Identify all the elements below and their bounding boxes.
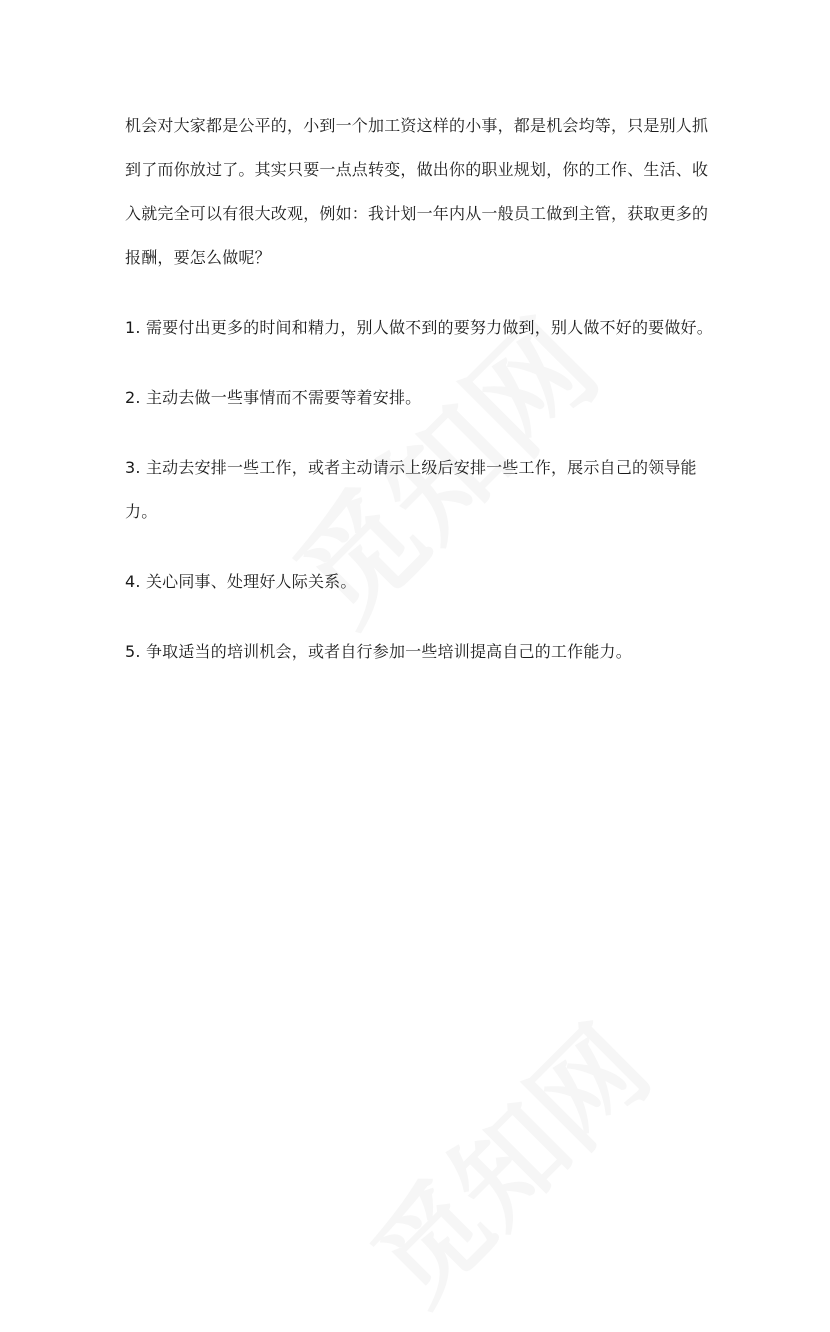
- intro-paragraph: 机会对大家都是公平的，小到一个加工资这样的小事，都是机会均等，只是别人抓到了而你放过了。其实只要一点点转变，做出你的职业规划，你的工作、生活、收入就完全可以有很大改观，例如：我计划一年内从一般员工做到主管，获取更多的报酬，要怎么做呢？: [125, 116, 709, 267]
- list-item-4: 4. 关心同事、处理好人际关系。: [125, 572, 357, 591]
- list-item-2: 2. 主动去做一些事情而不需要等着安排。: [125, 388, 422, 407]
- list-item-1: 1. 需要付出更多的时间和精力，别人做不到的要努力做到，别人做不好的要做好。: [125, 318, 713, 337]
- list-item-5: 5. 争取适当的培训机会，或者自行参加一些培训提高自己的工作能力。: [125, 642, 632, 661]
- watermark-bottom: [332, 986, 677, 1331]
- document-body: [125, 104, 715, 674]
- list-item-3: 3. 主动去安排一些工作，或者主动请示上级后安排一些工作，展示自己的领导能力。: [125, 458, 697, 521]
